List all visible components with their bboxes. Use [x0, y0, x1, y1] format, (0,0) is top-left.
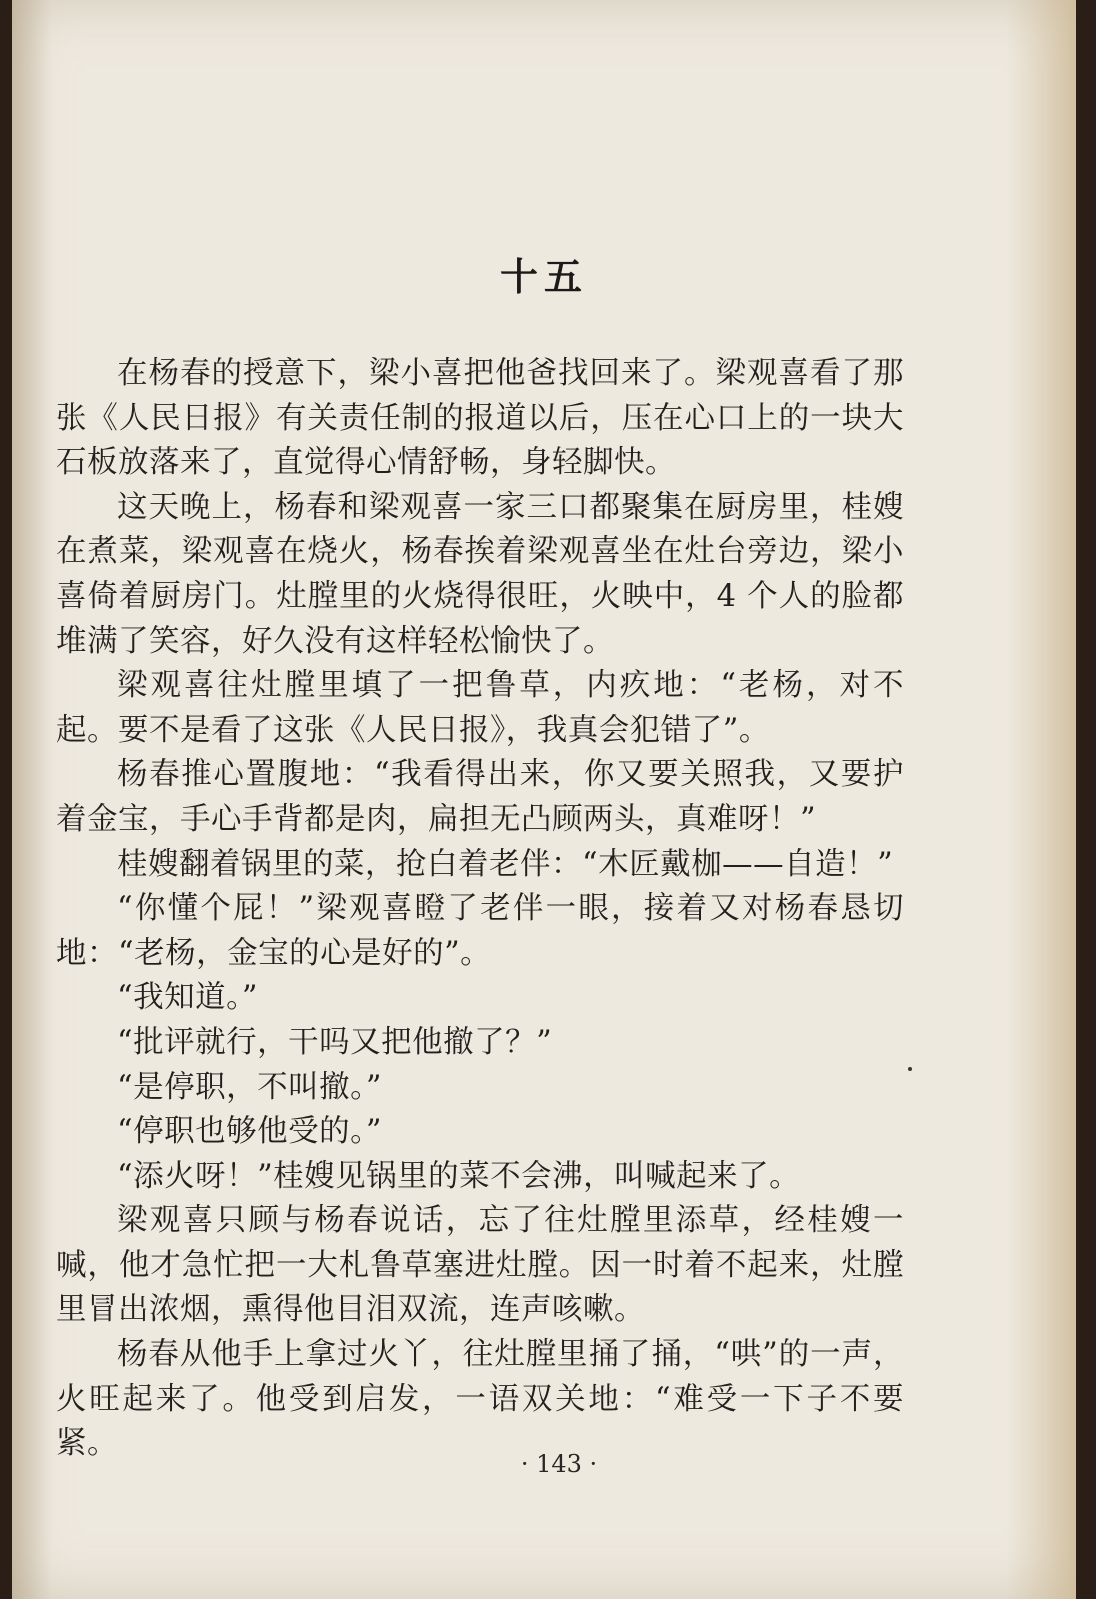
paragraph: 这天晚上，杨春和梁观喜一家三口都聚集在厨房里，桂嫂在煮菜，梁观喜在烧火，杨春挨着梁观喜坐在灶台旁边，梁小喜倚着厨房门。灶膛里的火烧得很旺，火映中，4 个人的脸都堆满了笑容，好久没有这样轻松愉快了。: [56, 489, 904, 659]
chapter-title: 十五: [499, 254, 588, 299]
paragraph: 杨春从他手上拿过火丫，往灶膛里捅了捅，“哄”的一声，火旺起来了。他受到启发，一语双关地：“难受一下子不要紧。: [56, 1337, 904, 1462]
paragraph: “是停职，不叫撤。”: [117, 1069, 382, 1105]
paragraph: “停职也够他受的。”: [117, 1114, 382, 1150]
paragraph: “添火呀！”桂嫂见锅里的菜不会沸，叫喊起来了。: [117, 1158, 801, 1194]
paragraph: 在杨春的授意下，梁小喜把他爸找回来了。梁观喜看了那张《人民日报》有关责任制的报道以后，压在心口上的一块大石板放落来了，直觉得心情舒畅，身轻脚快。: [56, 356, 904, 481]
paragraph: 桂嫂翻着锅里的菜，抢白着老伴：“木匠戴枷——自造！”: [117, 846, 894, 882]
paragraph: 梁观喜只顾与杨春说话，忘了往灶膛里添草，经桂嫂一喊，他才急忙把一大札鲁草塞进灶膛。因一时着不起来，灶膛里冒出浓烟，熏得他目泪双流，连声咳嗽。: [56, 1203, 904, 1328]
paragraph: “你懂个屁！”梁观喜瞪了老伴一眼，接着又对杨春恳切地：“老杨，金宝的心是好的”。: [56, 891, 904, 971]
book-page: [12, 0, 1076, 1599]
paragraph: “我知道。”: [117, 980, 258, 1016]
paragraph: “批评就行，干吗又把他撤了？”: [117, 1024, 553, 1060]
page-number: · 143 ·: [520, 1450, 598, 1478]
print-speck: [908, 1067, 912, 1071]
paragraph: 杨春推心置腹地：“我看得出来，你又要关照我，又要护着金宝，手心手背都是肉，扁担无凸顾两头，真难呀！”: [56, 757, 904, 837]
paragraph: 梁观喜往灶膛里填了一把鲁草，内疚地：“老杨，对不起。要不是看了这张《人民日报》，我真会犯错了”。: [56, 668, 904, 748]
chapter-body: [56, 352, 904, 1467]
